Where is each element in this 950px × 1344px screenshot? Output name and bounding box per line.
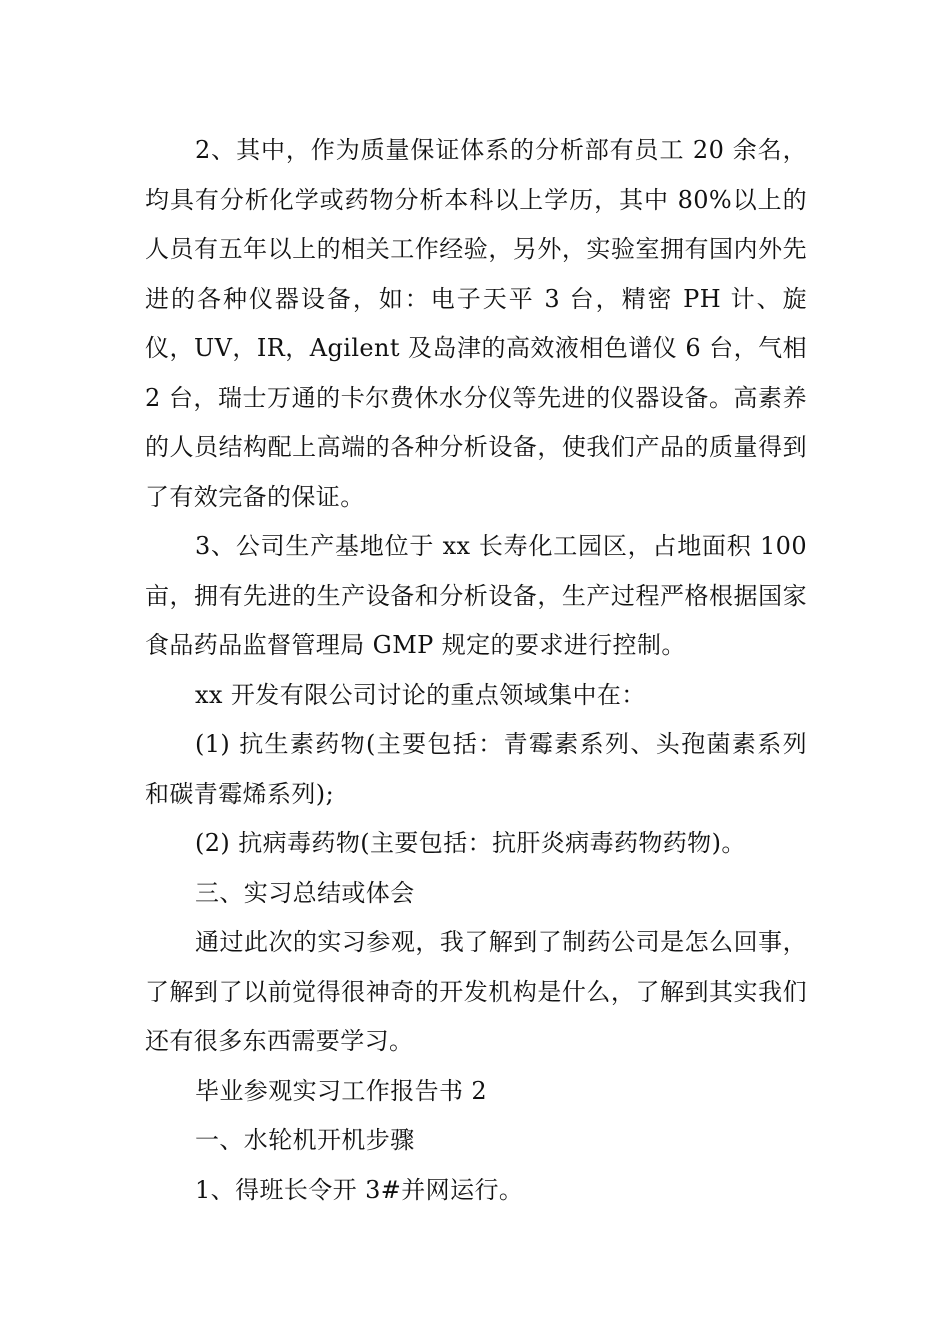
paragraph-production-base: 3、公司生产基地位于 xx 长寿化工园区，占地面积 100 亩，拥有先进的生产设备和分析设备，生产过程严格根据国家食品药品监督管理局 GMP 规定的要求进行控制。 (145, 532, 807, 659)
section-heading-turbine-startup: 一、水轮机开机步骤 (195, 1126, 415, 1154)
paragraph-research-focus: xx 开发有限公司讨论的重点领域集中在： (195, 680, 646, 709)
paragraph-summary: 通过此次的实习参观，我了解到了制药公司是怎么回事，了解到了以前觉得很神奇的开发机构是什么，了解到其实我们还有很多东西需要学习。 (145, 928, 807, 1055)
paragraph-antibiotics: (1) 抗生素药物(主要包括：青霉素系列、头孢菌素系列和碳青霉烯系列); (145, 730, 807, 808)
section-heading-summary: 三、实习总结或体会 (195, 878, 415, 907)
paragraph-step-1: 1、得班长令开 3#并网运行。 (195, 1175, 524, 1204)
paragraph-antivirals: (2) 抗病毒药物(主要包括：抗肝炎病毒药物药物)。 (195, 829, 746, 857)
report-title-2: 毕业参观实习工作报告书 2 (195, 1076, 488, 1105)
document-body (145, 126, 807, 1215)
paragraph-analysis-department: 2、其中，作为质量保证体系的分析部有员工 20 余名，均具有分析化学或药物分析本科以上学历，其中 80%以上的人员有五年以上的相关工作经验，另外，实验室拥有国内外先进的各种仪器设备，如：电子天平 3 台，精密 PH 计、旋仪，UV，IR，Agilent 及岛津的高效液相色谱仪 6 台，气相 2 台，瑞士万通的卡尔费休水分仪等先进的仪器设备。高素养的人员结构配上高端的各种分析设备，使我们产品的质量得到了有效完备的保证。 (145, 136, 807, 511)
